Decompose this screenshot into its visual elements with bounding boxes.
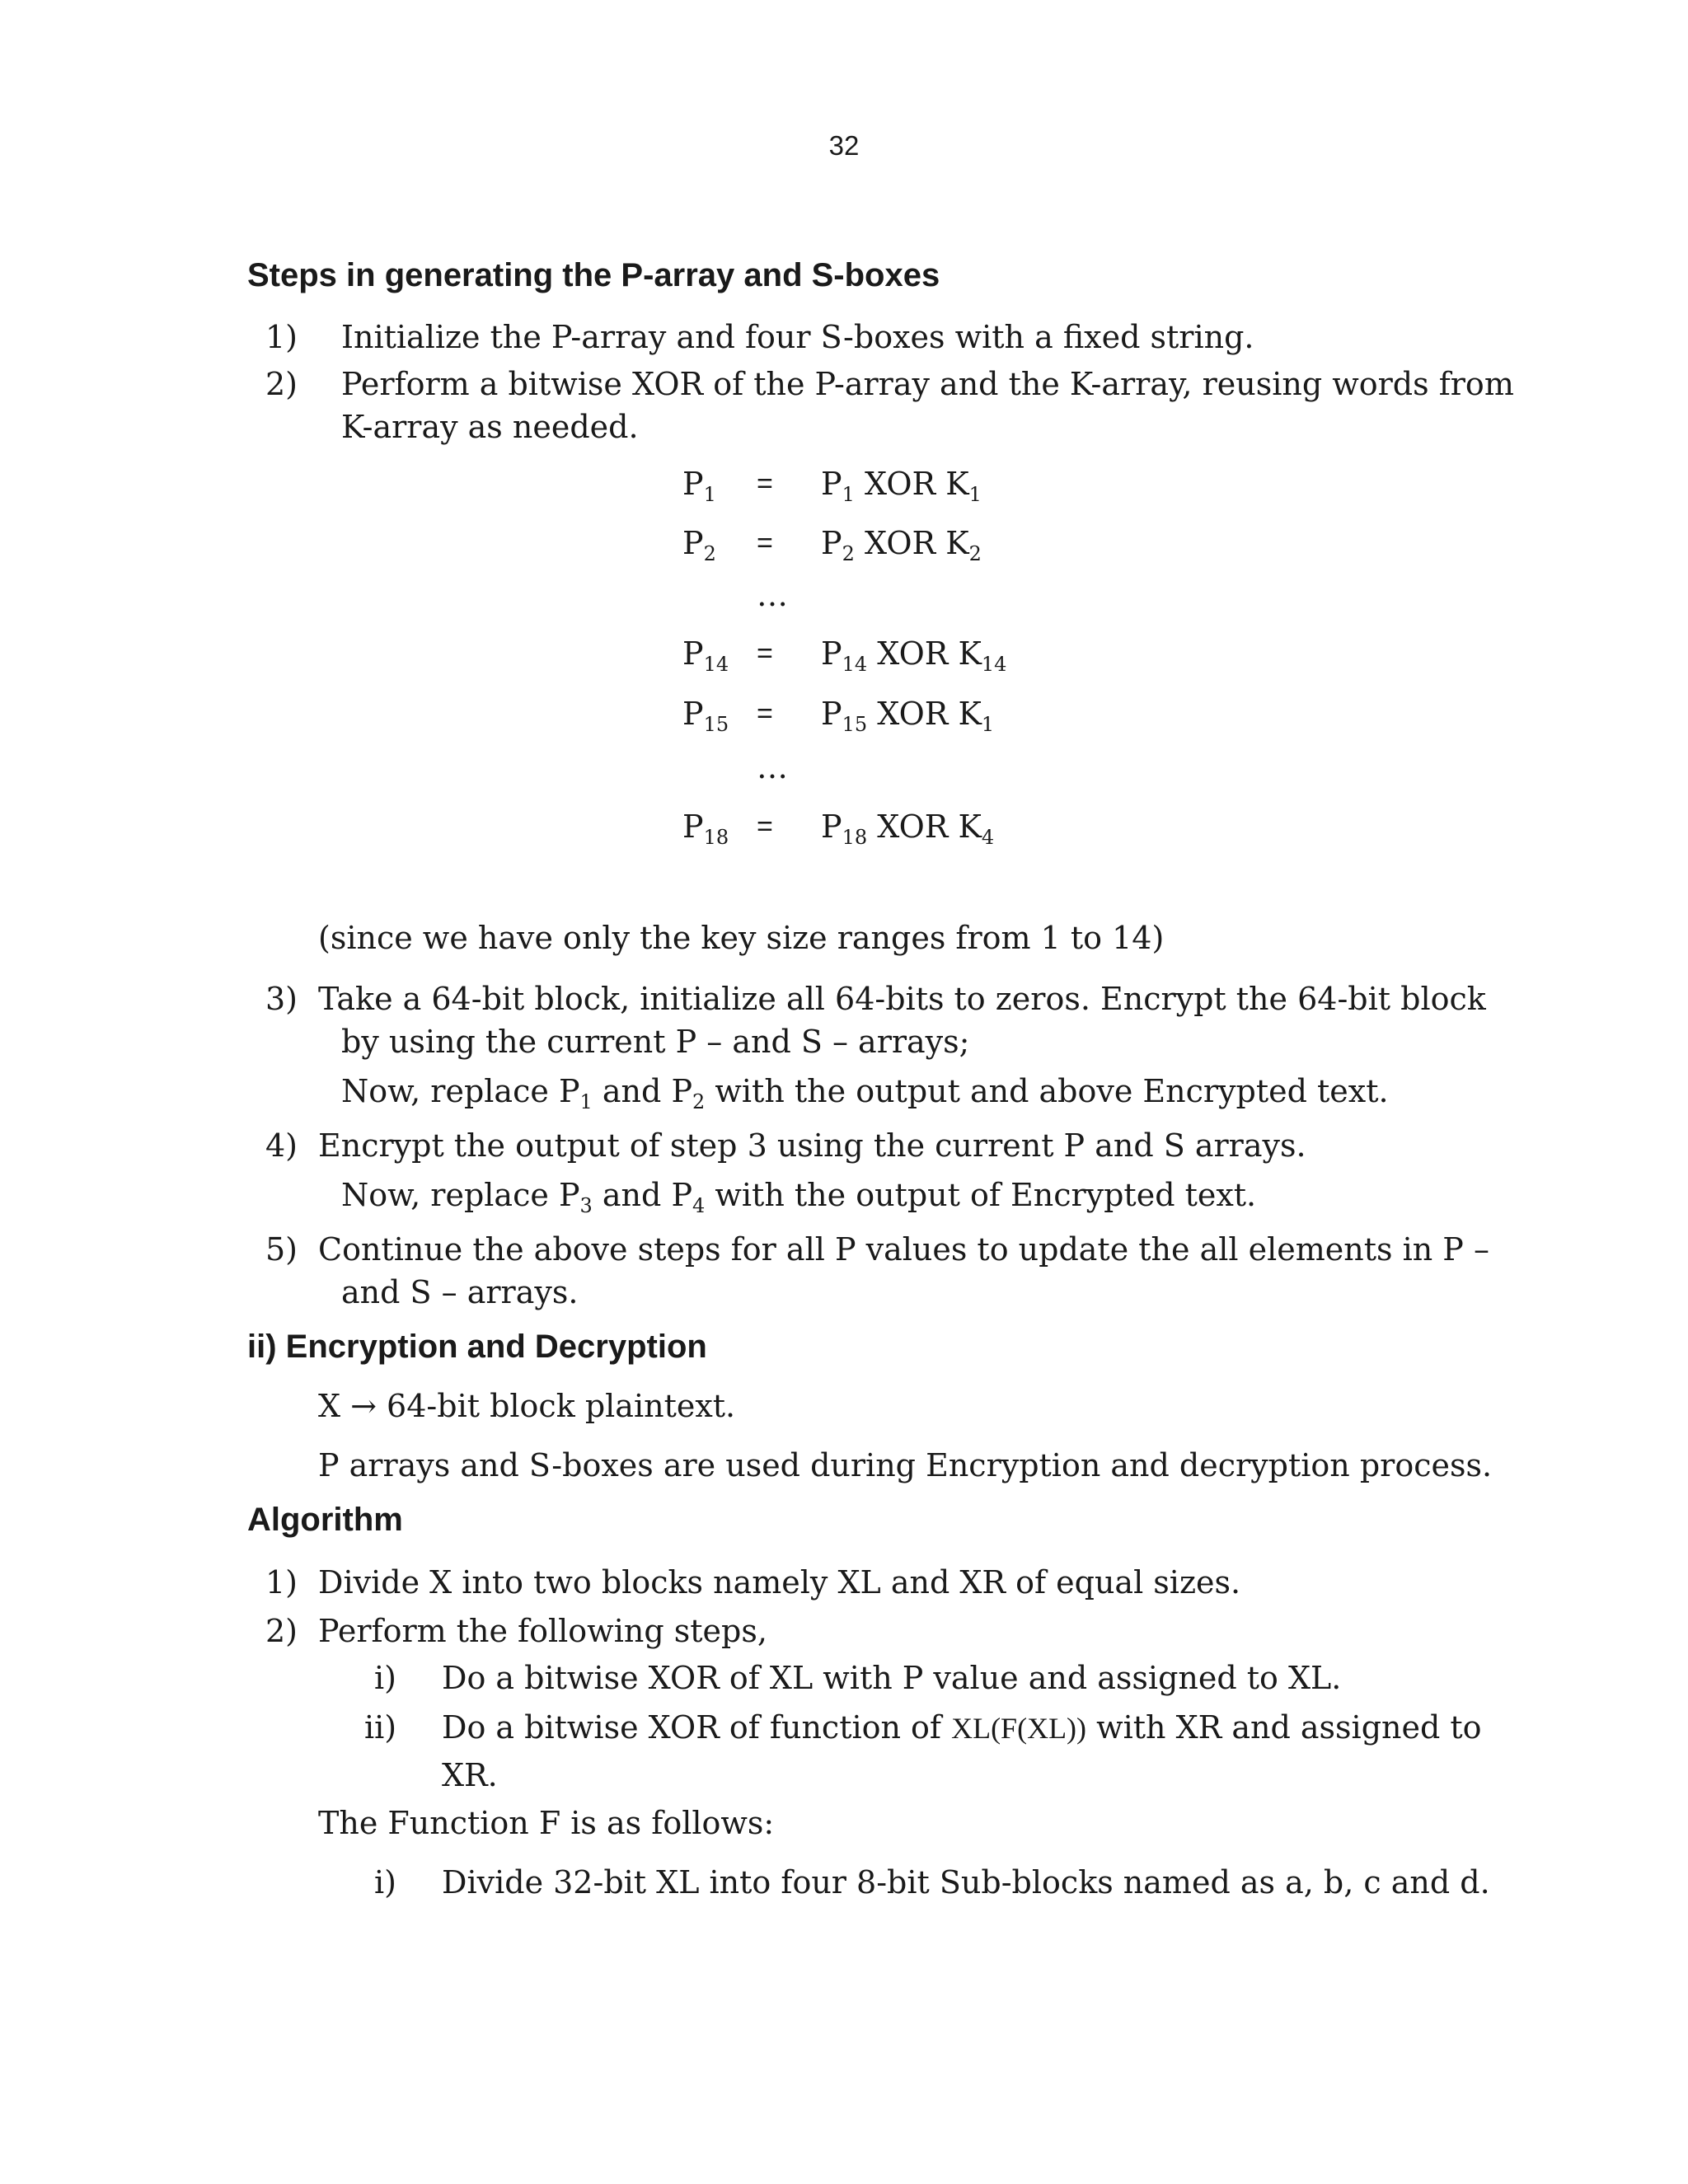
step-1-text: Initialize the P-array and four S-boxes with a fixed string. xyxy=(341,319,1254,355)
ellipsis: … xyxy=(757,749,788,785)
section-heading-algorithm: Algorithm xyxy=(247,1502,403,1538)
step-3-text-line2: by using the current P – and S – arrays; xyxy=(341,1024,970,1060)
sub-step-i-number: i) xyxy=(374,1660,396,1696)
page-number: 32 xyxy=(828,130,860,161)
p-arrays-usage: P arrays and S-boxes are used during Encryption and decryption process. xyxy=(318,1447,1493,1483)
sub-step-i-text: Do a bitwise XOR of XL with P value and assigned to XL. xyxy=(442,1660,1342,1696)
step-5-text-line1: Continue the above steps for all P values to update the all elements in P – xyxy=(318,1231,1489,1268)
step-5-text-line2: and S – arrays. xyxy=(341,1274,579,1310)
section-heading-encryption: ii) Encryption and Decryption xyxy=(247,1329,707,1365)
step-4-text-line1: Encrypt the output of step 3 using the current P and S arrays. xyxy=(318,1127,1306,1164)
step-2-text-line1: Perform a bitwise XOR of the P-array and the K-array, reusing words from xyxy=(341,366,1514,402)
step-3-number: 3) xyxy=(265,981,298,1017)
sub-step-ii-text-line2: XR. xyxy=(442,1757,498,1793)
step-4-text-line2: Now, replace $P_3$ and $P_4$ with the output of Encrypted text. xyxy=(341,1177,1257,1217)
algo-step-1-number: 1) xyxy=(265,1564,298,1601)
algo-step-2-number: 2) xyxy=(265,1613,298,1649)
ellipsis: … xyxy=(757,577,788,613)
step-3-text-line3: Now, replace $P_1$ and $P_2$ with the output and above Encrypted text. xyxy=(341,1073,1389,1113)
function-f-intro: The Function F is as follows: xyxy=(318,1805,775,1841)
sub-step-ii-number: ii) xyxy=(364,1709,397,1746)
function-step-i-text: Divide 32-bit XL into four 8-bit Sub-blocks named as a, b, c and d. xyxy=(442,1864,1490,1900)
algo-step-2-text: Perform the following steps, xyxy=(318,1613,767,1649)
step-2-number: 2) xyxy=(265,366,298,402)
algo-step-1-text: Divide X into two blocks namely XL and XR of equal sizes. xyxy=(318,1564,1241,1601)
step-1-number: 1) xyxy=(265,319,298,355)
step-5-number: 5) xyxy=(265,1231,298,1268)
step-2-text-line2: K-array as needed. xyxy=(341,409,639,445)
step-3-text-line1: Take a 64-bit block, initialize all 64-bits to zeros. Encrypt the 64-bit block xyxy=(318,981,1486,1017)
sub-step-ii-text: Do a bitwise XOR of function of XL(F(XL)) with XR and assigned to xyxy=(442,1709,1482,1746)
section-heading-p-array: Steps in generating the P-array and S-boxes xyxy=(247,257,940,293)
plaintext-definition: X → 64-bit block plaintext. xyxy=(318,1388,736,1424)
function-step-i-number: i) xyxy=(374,1864,396,1900)
key-size-note: (since we have only the key size ranges from 1 to 14) xyxy=(318,920,1165,956)
step-4-number: 4) xyxy=(265,1127,298,1164)
